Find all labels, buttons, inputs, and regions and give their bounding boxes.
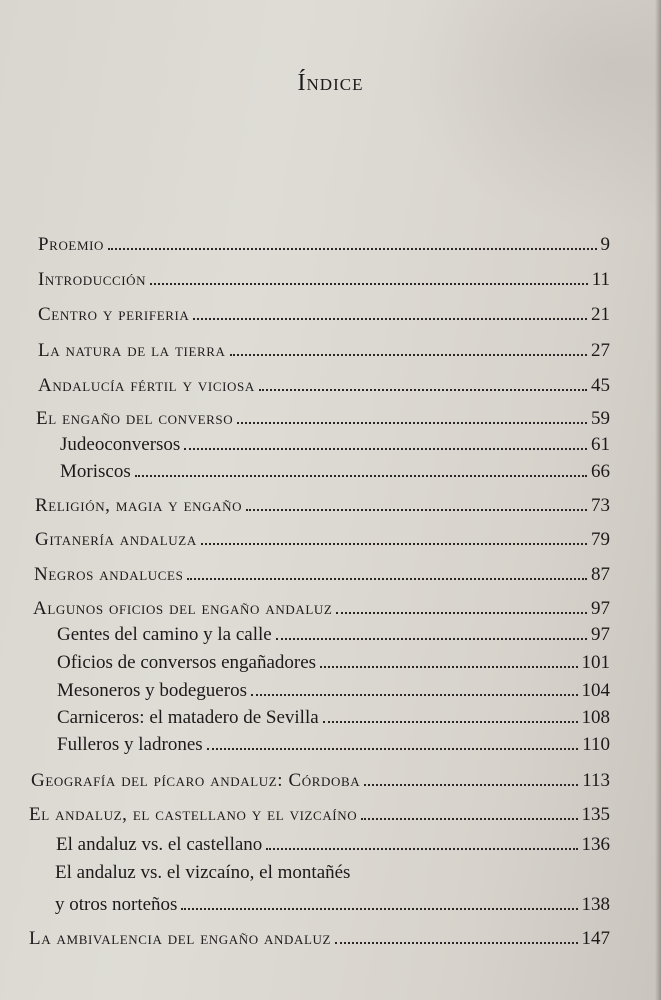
toc-entry-title: Fulleros y ladrones [57,734,203,755]
toc-entry-page: 138 [581,894,610,915]
dot-leader [135,475,587,477]
toc-entry-page: 97 [591,624,610,645]
toc-subentry [57,707,610,729]
toc-entry-page: 45 [591,375,610,396]
toc-subentry-line1: El andaluz vs. el vizcaíno, el montañés [55,862,351,883]
dot-leader [259,389,587,391]
toc-entry-title: Gitanería andaluza [35,529,197,550]
toc-entry [35,529,610,551]
toc-entry [38,304,610,326]
toc-entry-title: La ambivalencia del engaño andaluz [29,928,332,949]
toc-entry-title: Andalucía fértil y viciosa [38,375,255,396]
toc-entry-title: El engaño del converso [36,408,234,429]
toc-entry-title: El andaluz vs. el castellano [56,834,263,855]
toc-entry-page: 108 [581,707,610,728]
toc-entry-page: 79 [591,529,610,550]
dot-leader [323,721,578,723]
toc-entry-title: Oficios de conversos engañadores [57,652,317,673]
dot-leader [361,818,577,820]
dot-leader [266,848,577,850]
toc-entry-page: 113 [582,770,610,791]
toc-entry-page: 66 [591,461,610,482]
toc-subentry [56,834,610,856]
page-edge-shadow [655,0,661,1000]
dot-leader [150,283,588,285]
toc-subentry [60,461,610,483]
toc-entry [33,598,610,620]
toc-entry-title: Proemio [38,234,105,255]
toc-entry [38,234,610,256]
toc-subentry [55,894,610,916]
toc-entry-title: y otros norteños [55,894,178,915]
toc-entry-title: Algunos oficios del engaño andaluz [33,598,333,619]
toc-entry-page: 87 [591,564,610,585]
toc-entry [38,269,610,291]
toc-entry-title: Geografía del pícaro andaluz: Córdoba [31,770,361,791]
dot-leader [251,694,578,696]
toc-entry-title: La natura de la tierra [38,340,226,361]
toc-entry [35,495,610,517]
toc-entry-title: Mesoneros y bodegueros [57,680,247,701]
dot-leader [320,666,577,668]
dot-leader [335,942,577,944]
toc-entry-title: Negros andaluces [34,564,184,585]
dot-leader [184,448,587,450]
dot-leader [193,318,587,320]
toc-entry-title: Introducción [38,269,147,290]
toc-entry-page: 59 [591,408,610,429]
toc-entry [36,408,610,430]
toc-entry-title: Moriscos [60,461,131,482]
toc-entry [29,928,610,950]
toc-entry-page: 110 [582,734,610,755]
dot-leader [230,354,587,356]
dot-leader [237,422,587,424]
toc-entry-title: Judeoconversos [60,434,181,455]
toc-entry-title: El andaluz, el castellano y el vizcaíno [29,804,358,825]
toc-entry-page: 135 [581,804,610,825]
dot-leader [108,248,596,250]
dot-leader [181,908,577,910]
toc-entry-page: 9 [600,234,610,255]
toc-entry [38,340,610,362]
toc-entry-page: 97 [591,598,610,619]
dot-leader [336,612,587,614]
toc-entry-page: 101 [581,652,610,673]
toc-subentry [60,434,610,456]
toc-entry-page: 11 [591,269,610,290]
toc-subentry [57,624,610,646]
dot-leader [364,784,578,786]
toc-entry-page: 27 [591,340,610,361]
toc-subentry [57,734,610,756]
page-title: Índice [297,70,364,96]
toc-entry-title: Centro y periferia [38,304,190,325]
dot-leader [276,638,587,640]
toc-entry-page: 136 [581,834,610,855]
dot-leader [201,543,587,545]
toc-entry [38,375,610,397]
toc-entry-page: 21 [591,304,610,325]
dot-leader [207,748,579,750]
toc-entry-title: Carniceros: el matadero de Sevilla [57,707,319,728]
toc-entry-title: Religión, magia y engaño [35,495,243,516]
toc-subentry [57,652,610,674]
toc-entry [31,770,610,792]
toc-entry-page: 104 [581,680,610,701]
show-through-text [401,0,661,230]
toc-entry-page: 61 [591,434,610,455]
toc-entry [34,564,610,586]
dot-leader [187,578,587,580]
toc-entry-page: 73 [591,495,610,516]
toc-entry-page: 147 [581,928,610,949]
toc-entry [29,804,610,826]
toc-entry-title: Gentes del camino y la calle [57,624,272,645]
dot-leader [246,509,587,511]
toc-subentry [57,680,610,702]
